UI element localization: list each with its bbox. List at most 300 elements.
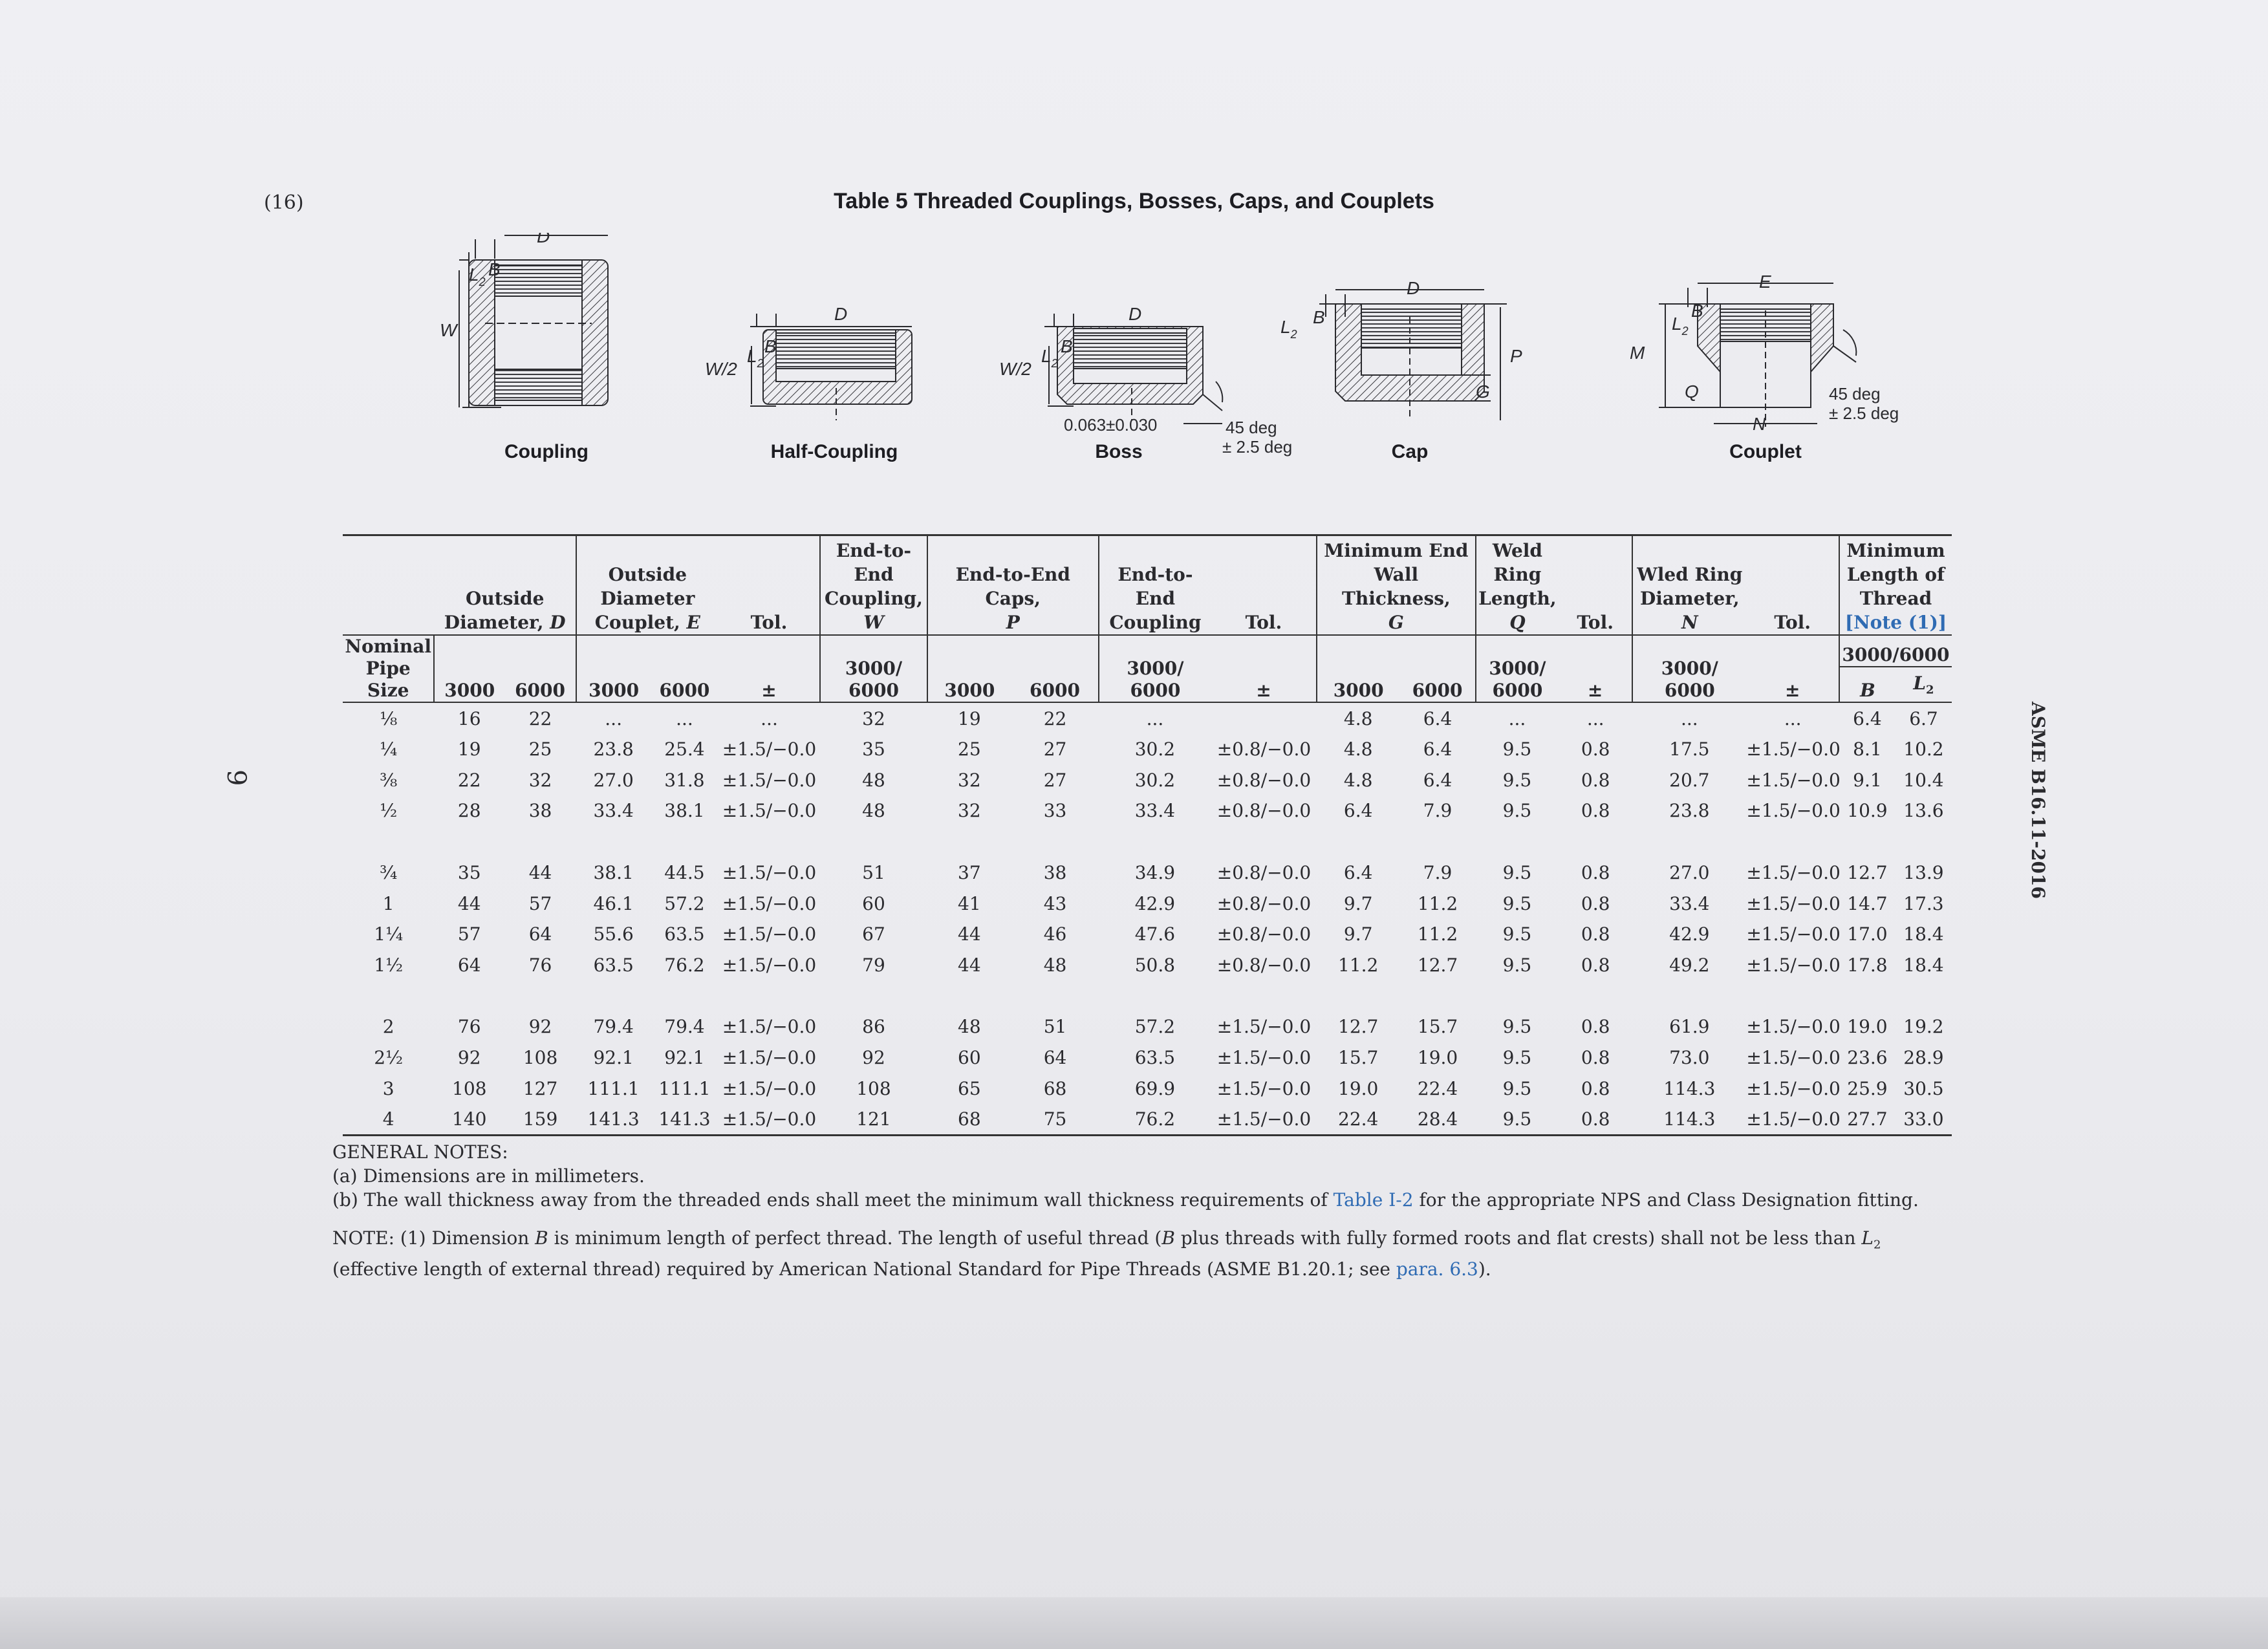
page-edge-shadow (0, 1597, 2268, 1649)
cell-weld-q-tol: 0.8 (1581, 769, 1610, 791)
cell-od-e-tol: ±1.5/−0.0 (722, 923, 817, 945)
cell-od-e-6000: ... (676, 707, 693, 729)
cell-ete-p-3000: 19 (958, 707, 981, 729)
couplet-angle-tol: ± 2.5 deg (1829, 404, 1899, 423)
table-row (343, 734, 1952, 765)
cell-weld-q-tol: 0.8 (1581, 738, 1610, 760)
general-note-a: (a) Dimensions are in millimeters. (332, 1165, 645, 1187)
table-row (343, 764, 1952, 795)
header-ete-coupling: End-to-End Coupling (1099, 535, 1211, 636)
cell-wall-g-6000: 6.4 (1423, 769, 1453, 791)
cell-thread-l2: 13.9 (1903, 861, 1944, 883)
table-row (343, 1042, 1952, 1073)
cell-ring-n-tol: ±1.5/−0.0 (1746, 923, 1841, 945)
dim-d-boss: D (1129, 304, 1142, 324)
cell-weld-q: 9.5 (1476, 1104, 1559, 1136)
cell-ring-n: 20.7 (1669, 769, 1710, 791)
cell-weld-q-tol: 0.8 (1581, 892, 1610, 914)
cell-weld-q: 9.5 (1502, 1046, 1532, 1068)
cell-ring-n-tol: ±1.5/−0.0 (1746, 800, 1841, 822)
cell-weld-q: 9.5 (1502, 1077, 1532, 1099)
dim-d-half-coupling: D (834, 304, 848, 324)
cell-od-e-3000: 38.1 (593, 861, 634, 883)
label-couplet: Couplet (1729, 441, 1802, 462)
cell-ete-coupling-tol: ±0.8/−0.0 (1216, 769, 1312, 791)
cell-ete-w: 48 (862, 769, 885, 791)
cell-od-e-3000: 141.3 (576, 1104, 651, 1136)
cell-ete-w: 67 (862, 923, 885, 945)
cell-thread-l2: 28.9 (1903, 1046, 1944, 1068)
cell-ete-coupling: 63.5 (1134, 1046, 1176, 1068)
cell-wall-g-3000: 15.7 (1338, 1046, 1379, 1068)
header-tol-wled: Tol. (1746, 535, 1839, 636)
table-row (343, 795, 1952, 826)
cell-ring-n: 61.9 (1669, 1016, 1710, 1038)
cell-wall-g-6000: 11.2 (1417, 892, 1458, 914)
cell-od-d-6000: 44 (528, 861, 552, 883)
label-coupling: Coupling (504, 441, 589, 462)
cell-nps: 1½ (374, 954, 404, 976)
cell-nps: ⅜ (380, 769, 398, 791)
cell-weld-q-tol: 0.8 (1581, 800, 1610, 822)
cell-weld-q-tol: 0.8 (1581, 1046, 1610, 1068)
cell-od-d-6000: 76 (528, 954, 552, 976)
cell-od-e-6000: 25.4 (664, 738, 705, 760)
cell-wall-g-3000: 4.8 (1343, 738, 1373, 760)
cell-ete-coupling: 76.2 (1099, 1104, 1211, 1136)
cell-thread-b: 9.1 (1853, 769, 1882, 791)
table-row (343, 888, 1952, 919)
dim-l2-half: $L_2$ (747, 346, 764, 370)
dim-l2-coupling: $L_2$ (469, 264, 486, 288)
cell-nps: ½ (380, 800, 398, 822)
header-od-e: Outside Diameter Couplet, E (576, 535, 718, 636)
para-6-3-link[interactable]: para. 6.3 (1396, 1258, 1478, 1280)
cell-od-e-tol: ±1.5/−0.0 (722, 800, 817, 822)
page-marker: (16) (264, 191, 304, 214)
cell-od-e-3000: 92.1 (593, 1046, 634, 1068)
cell-ete-w: 35 (862, 738, 885, 760)
cell-ring-n: 114.3 (1663, 1077, 1716, 1099)
standard-id: ASME B16.11-2016 (2027, 702, 2049, 899)
cell-thread-b: 19.0 (1847, 1016, 1888, 1038)
cell-od-d-3000: 64 (457, 954, 481, 976)
cell-od-e-tol: ±1.5/−0.0 (722, 738, 817, 760)
cell-weld-q: 9.5 (1502, 738, 1532, 760)
cell-ring-n: 23.8 (1669, 800, 1710, 822)
cell-weld-q-tol: 0.8 (1559, 1104, 1632, 1136)
cell-od-d-6000: 92 (528, 1016, 552, 1038)
dimensions-table (343, 534, 1952, 1136)
cell-ete-w: 121 (820, 1104, 927, 1136)
cell-od-d-6000: 38 (528, 800, 552, 822)
cell-ete-coupling-tol: ±0.8/−0.0 (1216, 954, 1312, 976)
cell-thread-l2: 30.5 (1903, 1077, 1944, 1099)
header-p-6000: 6000 (1011, 667, 1099, 702)
dim-b-coupling: B (488, 259, 501, 279)
cell-ring-n-tol: ±1.5/−0.0 (1746, 1104, 1839, 1136)
header-g-6000: 6000 (1399, 667, 1475, 702)
table-row (343, 703, 1952, 734)
cell-thread-l2: 13.6 (1903, 800, 1944, 822)
cell-ete-p-6000: 27 (1043, 769, 1067, 791)
table-body (343, 703, 1952, 1136)
cell-thread-l2: 18.4 (1903, 923, 1944, 945)
header-pm-weld: ± (1559, 635, 1632, 702)
cell-od-e-3000: ... (605, 707, 622, 729)
notes (332, 1140, 1962, 1281)
header-pm-coupling: ± (1211, 635, 1317, 702)
cell-ring-n-tol: ±1.5/−0.0 (1746, 1046, 1841, 1068)
cell-od-e-3000: 63.5 (593, 954, 634, 976)
cell-ete-coupling-tol: ±0.8/−0.0 (1216, 861, 1312, 883)
header-ete-p: End-to-End Caps, P (927, 535, 1099, 636)
cell-ete-p-3000: 25 (958, 738, 981, 760)
cell-wall-g-6000: 11.2 (1417, 923, 1458, 945)
cell-ete-coupling: 33.4 (1134, 800, 1176, 822)
table-title: Table 5 Threaded Couplings, Bosses, Caps, and Couplets (834, 189, 1434, 213)
cell-ete-w: 86 (862, 1016, 885, 1038)
cell-od-d-3000: 108 (452, 1077, 487, 1099)
table-row (343, 1104, 1952, 1136)
couplet-angle: 45 deg (1829, 384, 1881, 404)
cell-od-e-6000: 79.4 (664, 1016, 705, 1038)
cell-wall-g-6000: 12.7 (1417, 954, 1458, 976)
cell-ete-coupling: 30.2 (1134, 769, 1176, 791)
cell-od-d-6000: 25 (528, 738, 552, 760)
cell-od-e-tol: ±1.5/−0.0 (722, 892, 817, 914)
dim-n: N (1753, 414, 1766, 434)
cell-od-e-3000: 27.0 (593, 769, 634, 791)
cell-ete-w: 51 (862, 861, 885, 883)
header-e-3000: 3000 (589, 680, 640, 701)
cell-ete-w: 108 (856, 1077, 891, 1099)
cell-ete-coupling: 42.9 (1134, 892, 1176, 914)
cell-od-e-tol: ±1.5/−0.0 (718, 1104, 821, 1136)
dim-l2-boss: $L_2$ (1041, 346, 1058, 370)
cell-ring-n-tol: ... (1784, 707, 1802, 729)
boss-tolerance: 0.063±0.030 (1064, 415, 1158, 435)
cell-ete-coupling-tol: ±1.5/−0.0 (1216, 1046, 1312, 1068)
cell-thread-b: 8.1 (1853, 738, 1882, 760)
cell-thread-l2: 10.4 (1903, 769, 1944, 791)
cell-weld-q: 9.5 (1502, 923, 1532, 945)
cell-ete-p-3000: 32 (958, 800, 981, 822)
cell-od-d-6000: 32 (528, 769, 552, 791)
cell-od-e-tol: ... (761, 707, 778, 729)
cell-ring-n-tol: ±1.5/−0.0 (1746, 769, 1841, 791)
header-p-3000: 3000 (944, 680, 995, 701)
cell-weld-q-tol: 0.8 (1581, 954, 1610, 976)
cell-ring-n-tol: ±1.5/−0.0 (1746, 1077, 1841, 1099)
cell-ete-coupling: 30.2 (1134, 738, 1176, 760)
cell-od-d-3000: 35 (457, 861, 481, 883)
header-n-class: 3000/ 6000 (1632, 635, 1746, 702)
cell-od-e-tol: ±1.5/−0.0 (722, 1016, 817, 1038)
dim-g: G (1476, 382, 1490, 402)
boss-angle: 45 deg (1226, 418, 1277, 437)
cell-ete-w: 60 (862, 892, 885, 914)
cell-weld-q-tol: 0.8 (1581, 1016, 1610, 1038)
dim-d-cap: D (1407, 278, 1420, 298)
cell-ete-coupling: ... (1146, 707, 1164, 729)
cell-wall-g-3000: 11.2 (1338, 954, 1379, 976)
cell-weld-q: 9.5 (1502, 769, 1532, 791)
cell-ete-coupling-tol: ±0.8/−0.0 (1216, 923, 1312, 945)
cell-ete-p-3000: 48 (958, 1016, 981, 1038)
cell-ete-coupling: 57.2 (1134, 1016, 1176, 1038)
cell-ete-coupling-tol: ±0.8/−0.0 (1216, 738, 1312, 760)
cell-wall-g-3000: 9.7 (1343, 923, 1373, 945)
cell-ete-coupling-tol: ±1.5/−0.0 (1211, 1104, 1317, 1136)
label-boss: Boss (1095, 441, 1143, 462)
cell-od-e-3000: 55.6 (593, 923, 634, 945)
dim-b-couplet: B (1691, 301, 1703, 321)
general-note-b: (b) The wall thickness away from the threaded ends shall meet the minimum wall thickness requirements of Table I-2 for the appropriate NPS and Class Designation fitting. (332, 1189, 1919, 1211)
cell-ring-n-tol: ±1.5/−0.0 (1746, 738, 1841, 760)
cell-od-e-tol: ±1.5/−0.0 (722, 769, 817, 791)
cell-weld-q-tol: 0.8 (1581, 861, 1610, 883)
cell-ete-coupling: 69.9 (1134, 1077, 1176, 1099)
cell-ring-n: 73.0 (1669, 1046, 1710, 1068)
cell-wall-g-3000: 4.8 (1343, 707, 1373, 729)
label-half-coupling: Half-Coupling (770, 441, 898, 462)
cell-od-e-tol: ±1.5/−0.0 (722, 1077, 817, 1099)
cell-ete-p-6000: 48 (1043, 954, 1067, 976)
cell-ring-n: 17.5 (1669, 738, 1710, 760)
cell-wall-g-6000: 19.0 (1417, 1046, 1458, 1068)
cell-ring-n: 114.3 (1632, 1104, 1746, 1136)
dim-b-cap: B (1313, 307, 1325, 327)
header-pm-wled: ± (1746, 635, 1839, 702)
cell-nps: 2½ (374, 1046, 404, 1068)
dim-q: Q (1685, 382, 1699, 402)
dim-d-coupling: D (537, 233, 550, 246)
cell-od-d-3000: 57 (457, 923, 481, 945)
header-wled-ring: Wled Ring Diameter, N (1632, 535, 1746, 636)
header-coupling-class: 3000/ 6000 (1099, 635, 1211, 702)
cell-ring-n-tol: ±1.5/−0.0 (1746, 861, 1841, 883)
cell-ete-p-3000: 37 (958, 861, 981, 883)
cell-ete-p-6000: 68 (1043, 1077, 1067, 1099)
cell-ete-coupling: 34.9 (1134, 861, 1176, 883)
cell-od-e-3000: 79.4 (593, 1016, 634, 1038)
cell-wall-g-3000: 9.7 (1343, 892, 1373, 914)
cell-ete-w: 79 (862, 954, 885, 976)
table-row (343, 949, 1952, 980)
cell-od-e-3000: 23.8 (593, 738, 634, 760)
cell-ete-coupling-tol (1211, 703, 1317, 734)
half-coupling-drawing (750, 314, 912, 420)
header-tol-e: Tol. (718, 535, 821, 636)
cell-thread-l2: 17.3 (1903, 892, 1944, 914)
cell-ete-p-6000: 22 (1043, 707, 1067, 729)
cell-thread-l2: 6.7 (1909, 707, 1938, 729)
cell-ete-w: 92 (862, 1046, 885, 1068)
cell-wall-g-3000: 22.4 (1317, 1104, 1399, 1136)
cell-ete-p-3000: 44 (958, 954, 981, 976)
boss-drawing (1044, 314, 1222, 424)
cell-weld-q: 9.5 (1502, 861, 1532, 883)
header-d-3000: 3000 (434, 667, 504, 702)
cell-ete-p-3000: 60 (958, 1046, 981, 1068)
cell-od-d-3000: 140 (434, 1104, 504, 1136)
side-page-number: 9 (221, 770, 251, 786)
cell-weld-q: 9.5 (1502, 954, 1532, 976)
group-spacer (343, 826, 1952, 857)
cell-wall-g-3000: 19.0 (1338, 1077, 1379, 1099)
cell-ring-n: 33.4 (1669, 892, 1710, 914)
header-nominal-blank (343, 535, 434, 636)
label-cap: Cap (1391, 441, 1429, 462)
header-d-6000: 6000 (504, 667, 576, 702)
header-p-sub (927, 635, 1099, 667)
header-thread-class: 3000/6000 (1839, 635, 1952, 667)
header-ete-w: End-to- End Coupling, W (820, 535, 927, 636)
cell-od-e-tol: ±1.5/−0.0 (722, 1046, 817, 1068)
cell-od-e-tol: ±1.5/−0.0 (722, 861, 817, 883)
cell-nps: 1¼ (374, 923, 404, 945)
cell-ete-p-6000: 46 (1043, 923, 1067, 945)
cell-od-e-3000: 46.1 (593, 892, 634, 914)
dim-m: M (1630, 343, 1645, 363)
cell-wall-g-6000: 7.9 (1423, 861, 1453, 883)
cell-ete-coupling-tol: ±1.5/−0.0 (1216, 1077, 1312, 1099)
couplet-drawing (1659, 283, 1856, 427)
cell-ete-coupling: 50.8 (1134, 954, 1176, 976)
cell-wall-g-6000: 15.7 (1417, 1016, 1458, 1038)
cell-wall-g-6000: 22.4 (1417, 1077, 1458, 1099)
cell-od-d-3000: 28 (457, 800, 481, 822)
cell-od-d-3000: 22 (457, 769, 481, 791)
note-1-link[interactable]: [Note (1)] (1844, 612, 1947, 633)
cell-thread-b: 6.4 (1853, 707, 1882, 729)
cell-weld-q: ... (1508, 707, 1526, 729)
cell-od-d-6000: 127 (523, 1077, 558, 1099)
cell-weld-q: 9.5 (1502, 800, 1532, 822)
cell-ring-n-tol: ±1.5/−0.0 (1746, 954, 1841, 976)
header-tol-coupling: Tol. (1211, 535, 1317, 636)
cell-thread-b: 25.9 (1847, 1077, 1888, 1099)
header-g-3000: 3000 (1333, 680, 1384, 701)
cell-od-e-6000: 31.8 (664, 769, 705, 791)
cell-od-e-6000: 38.1 (664, 800, 705, 822)
cell-ete-p-6000: 75 (1011, 1104, 1099, 1136)
header-od-d-sub (434, 635, 576, 667)
cell-thread-b: 14.7 (1847, 892, 1888, 914)
cell-od-d-6000: 57 (528, 892, 552, 914)
cell-od-d-6000: 22 (528, 707, 552, 729)
dim-b-half: B (764, 336, 777, 356)
cell-thread-b: 23.6 (1847, 1046, 1888, 1068)
dim-w: W (440, 320, 457, 340)
cell-od-e-6000: 111.1 (658, 1077, 711, 1099)
general-notes-heading: GENERAL NOTES: (332, 1141, 508, 1163)
cell-weld-q: 9.5 (1502, 892, 1532, 914)
cell-weld-q-tol: 0.8 (1581, 1077, 1610, 1099)
cell-thread-b: 12.7 (1847, 861, 1888, 883)
cell-thread-b: 27.7 (1839, 1104, 1895, 1136)
header-w-class: 3000/ 6000 (820, 635, 927, 702)
note-1: NOTE: (1) Dimension B is minimum length of perfect thread. The length of useful thread (B plus threads with fully formed roots and flat crests) shall not be less than $L_2$ (effective length of external thread) required by American National Standard for Pipe Threads (ASME B1.20.1; see para. 6.3). (332, 1227, 1881, 1280)
cell-od-e-6000: 44.5 (664, 861, 705, 883)
cell-thread-l2: 18.4 (1903, 954, 1944, 976)
cell-od-d-3000: 44 (457, 892, 481, 914)
table-i2-link[interactable]: Table I-2 (1333, 1189, 1414, 1211)
cell-thread-l2: 19.2 (1903, 1016, 1944, 1038)
header-od-e-sub (576, 635, 718, 667)
cell-ete-p-6000: 38 (1043, 861, 1067, 883)
header-min-thread: Minimum Length of Thread [Note (1)] (1839, 535, 1952, 636)
cell-ring-n: 49.2 (1669, 954, 1710, 976)
cell-wall-g-3000: 4.8 (1343, 769, 1373, 791)
cell-wall-g-3000: 12.7 (1338, 1016, 1379, 1038)
cell-ete-p-6000: 64 (1043, 1046, 1067, 1068)
cell-ete-coupling-tol: ±0.8/−0.0 (1216, 800, 1312, 822)
dim-b-boss: B (1061, 336, 1073, 356)
dim-w2-half: W/2 (705, 359, 737, 379)
fittings-figure (362, 233, 1947, 479)
cell-ring-n: 42.9 (1669, 923, 1710, 945)
header-thread-l2: $L_2$ (1913, 673, 1934, 697)
cell-od-d-3000: 19 (457, 738, 481, 760)
cell-thread-b: 17.8 (1847, 954, 1888, 976)
header-weld-ring: Weld Ring Length, Q (1476, 535, 1559, 636)
cell-ete-p-3000: 68 (927, 1104, 1011, 1136)
header-g-sub (1317, 635, 1476, 667)
cell-wall-g-6000: 7.9 (1423, 800, 1453, 822)
dim-l2-couplet: $L_2$ (1672, 314, 1689, 338)
cell-od-d-6000: 108 (523, 1046, 558, 1068)
cell-od-e-6000: 76.2 (664, 954, 705, 976)
cell-ring-n-tol: ±1.5/−0.0 (1746, 892, 1841, 914)
cell-ete-p-6000: 51 (1043, 1016, 1067, 1038)
cell-ete-coupling-tol: ±0.8/−0.0 (1216, 892, 1312, 914)
cell-od-e-6000: 57.2 (664, 892, 705, 914)
cell-nps: 1 (382, 892, 394, 914)
cell-weld-q-tol: 0.8 (1581, 923, 1610, 945)
cell-od-d-3000: 76 (457, 1016, 481, 1038)
cell-ete-coupling-tol: ±1.5/−0.0 (1216, 1016, 1312, 1038)
cell-nps: ⅛ (380, 707, 398, 729)
cell-ete-p-6000: 27 (1043, 738, 1067, 760)
cell-wall-g-6000: 6.4 (1423, 738, 1453, 760)
cell-od-d-6000: 159 (504, 1104, 576, 1136)
cell-weld-q-tol: ... (1586, 707, 1604, 729)
header-e-6000: 6000 (659, 680, 710, 701)
cell-ring-n: 27.0 (1669, 861, 1710, 883)
header-od-d: Outside Diameter, D (434, 535, 576, 636)
dim-e: E (1759, 272, 1771, 292)
cell-thread-b: 17.0 (1847, 923, 1888, 945)
cell-od-e-tol: ±1.5/−0.0 (722, 954, 817, 976)
header-tol-weld: Tol. (1559, 535, 1632, 636)
cell-od-d-3000: 16 (457, 707, 481, 729)
cell-ete-w: 32 (862, 707, 885, 729)
cell-nps: ¼ (380, 738, 398, 760)
cell-ring-n: ... (1680, 707, 1698, 729)
cell-wall-g-3000: 6.4 (1343, 861, 1373, 883)
header-q-class: 3000/ 6000 (1476, 635, 1559, 702)
header-min-wall: Minimum End Wall Thickness, G (1317, 535, 1476, 636)
cell-thread-l2: 10.2 (1903, 738, 1944, 760)
cell-wall-g-6000: 28.4 (1399, 1104, 1475, 1136)
cell-wall-g-6000: 6.4 (1423, 707, 1453, 729)
dim-w2-boss: W/2 (999, 359, 1031, 379)
table-row (343, 1073, 1952, 1104)
header-pm-e: ± (718, 635, 821, 702)
cell-ete-p-3000: 65 (958, 1077, 981, 1099)
